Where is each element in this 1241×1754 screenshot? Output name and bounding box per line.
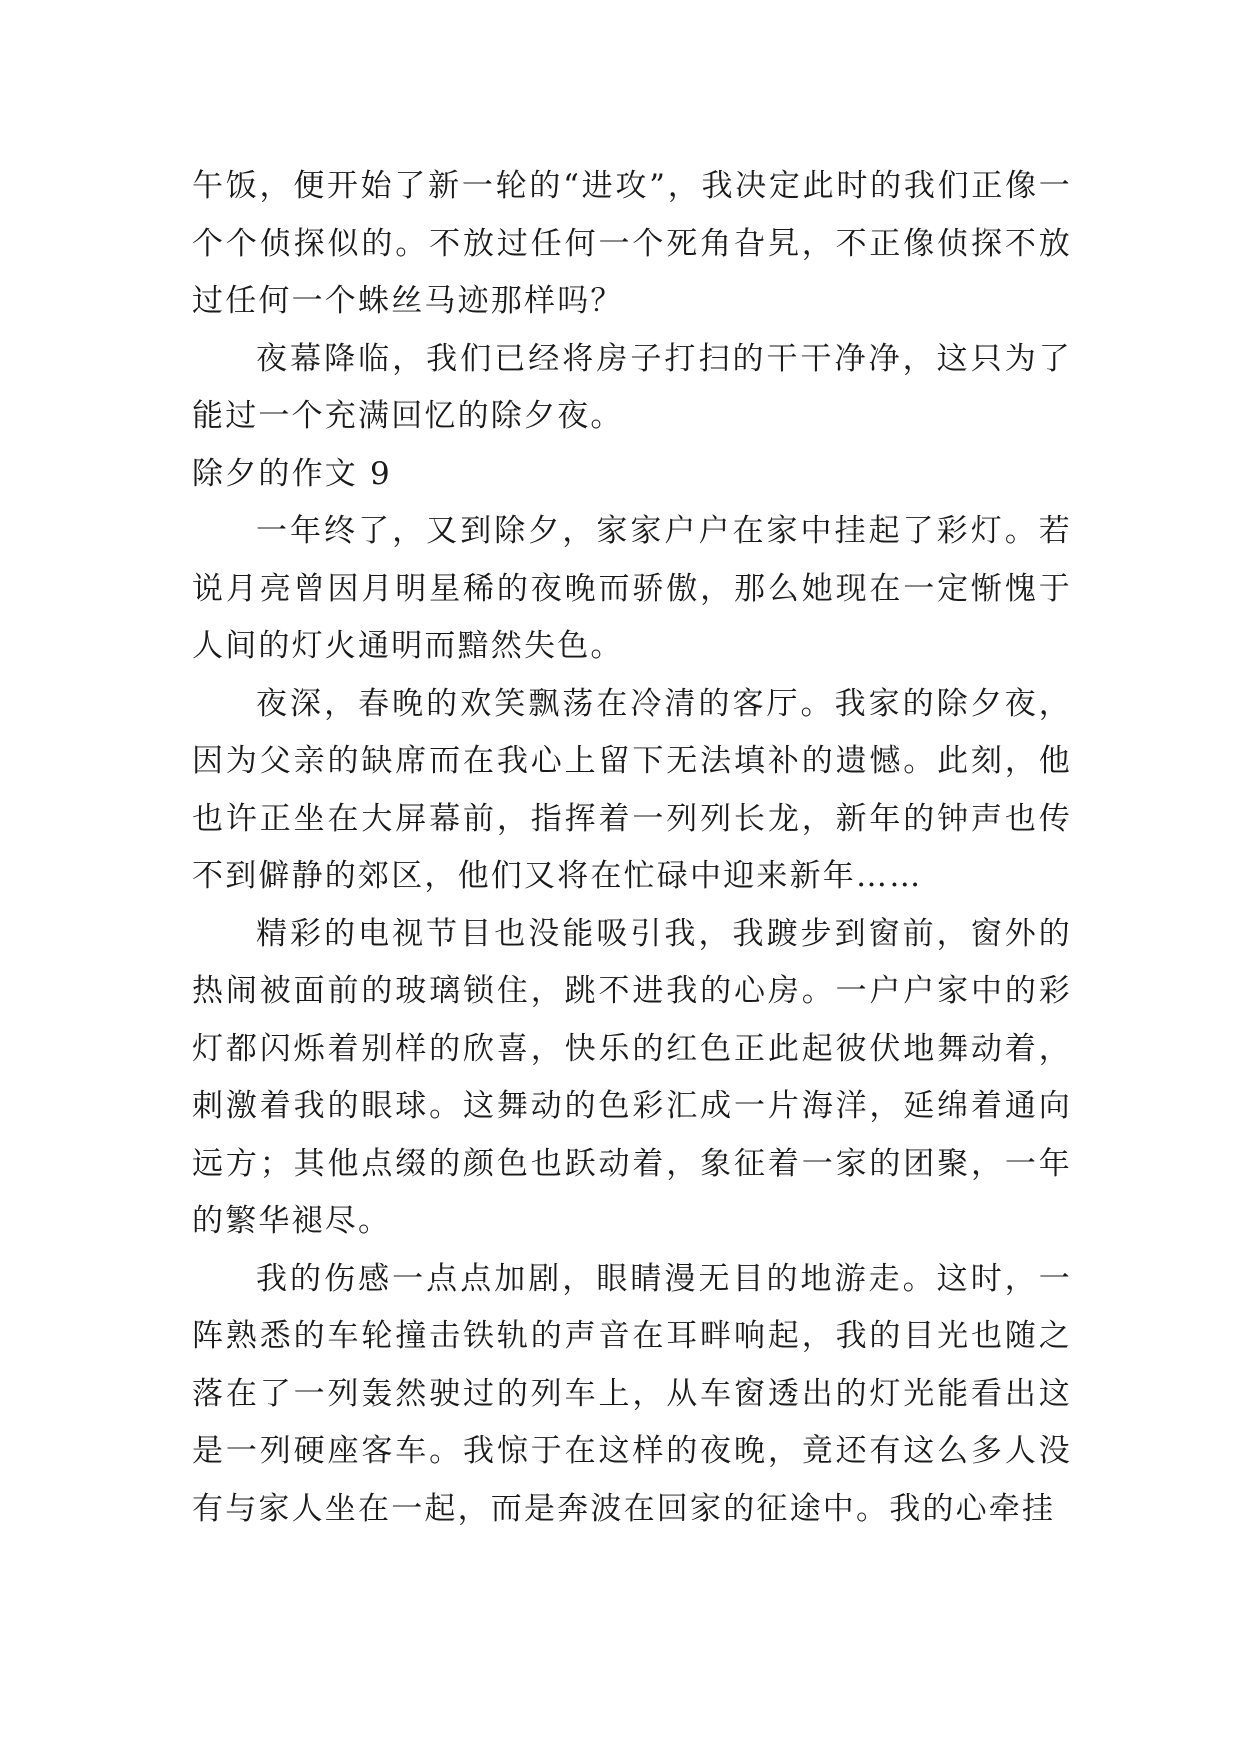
paragraph-window: 精彩的电视节目也没能吸引我，我踱步到窗前，窗外的热闹被面前的玻璃锁住，跳不进我的心房。一户户家中的彩灯都闪烁着别样的欣喜，快乐的红色正此起彼伏地舞动着，刺激着我的眼球。这舞动的色彩汇成一片海洋，延绵着通向远方；其他点缀的颜色也跃动着，象征着一家的团聚，一年的繁华褪尽。 (192, 915, 1072, 1239)
paragraph-year-end: 一年终了，又到除夕，家家户户在家中挂起了彩灯。若说月亮曾因月明星稀的夜晚而骄傲，那么她现在一定惭愧于人间的灯火通明而黯然失色。 (192, 513, 1072, 664)
section-title: 除夕的作文 9 (192, 455, 392, 492)
paragraph-nightfall: 夜幕降临，我们已经将房子打扫的干干净净，这只为了能过一个充满回忆的除夕夜。 (192, 340, 1072, 434)
paragraph-train: 我的伤感一点点加剧，眼睛漫无目的地游走。这时，一阵熟悉的车轮撞击铁轨的声音在耳畔响起，我的目光也随之落在了一列轰然驶过的列车上，从车窗透出的灯光能看出这是一列硬座客车。我惊于在这样的夜晚，竟还有这么多人没有与家人坐在一起，而是奔波在回家的征途中。我的心牵挂 (192, 1260, 1072, 1527)
document-body (192, 158, 1072, 1538)
paragraph-late-night: 夜深，春晚的欢笑飘荡在冷清的客厅。我家的除夕夜，因为父亲的缺席而在我心上留下无法填补的遗憾。此刻，他也许正坐在大屏幕前，指挥着一列列长龙，新年的钟声也传不到僻静的郊区，他们又将在忙碌中迎来新年…… (192, 685, 1072, 894)
paragraph-continued: 午饭，便开始了新一轮的“进攻”，我决定此时的我们正像一个个侦探似的。不放过任何一个死角旮旯，不正像侦探不放过任何一个蛛丝马迹那样吗？ (192, 168, 1072, 319)
